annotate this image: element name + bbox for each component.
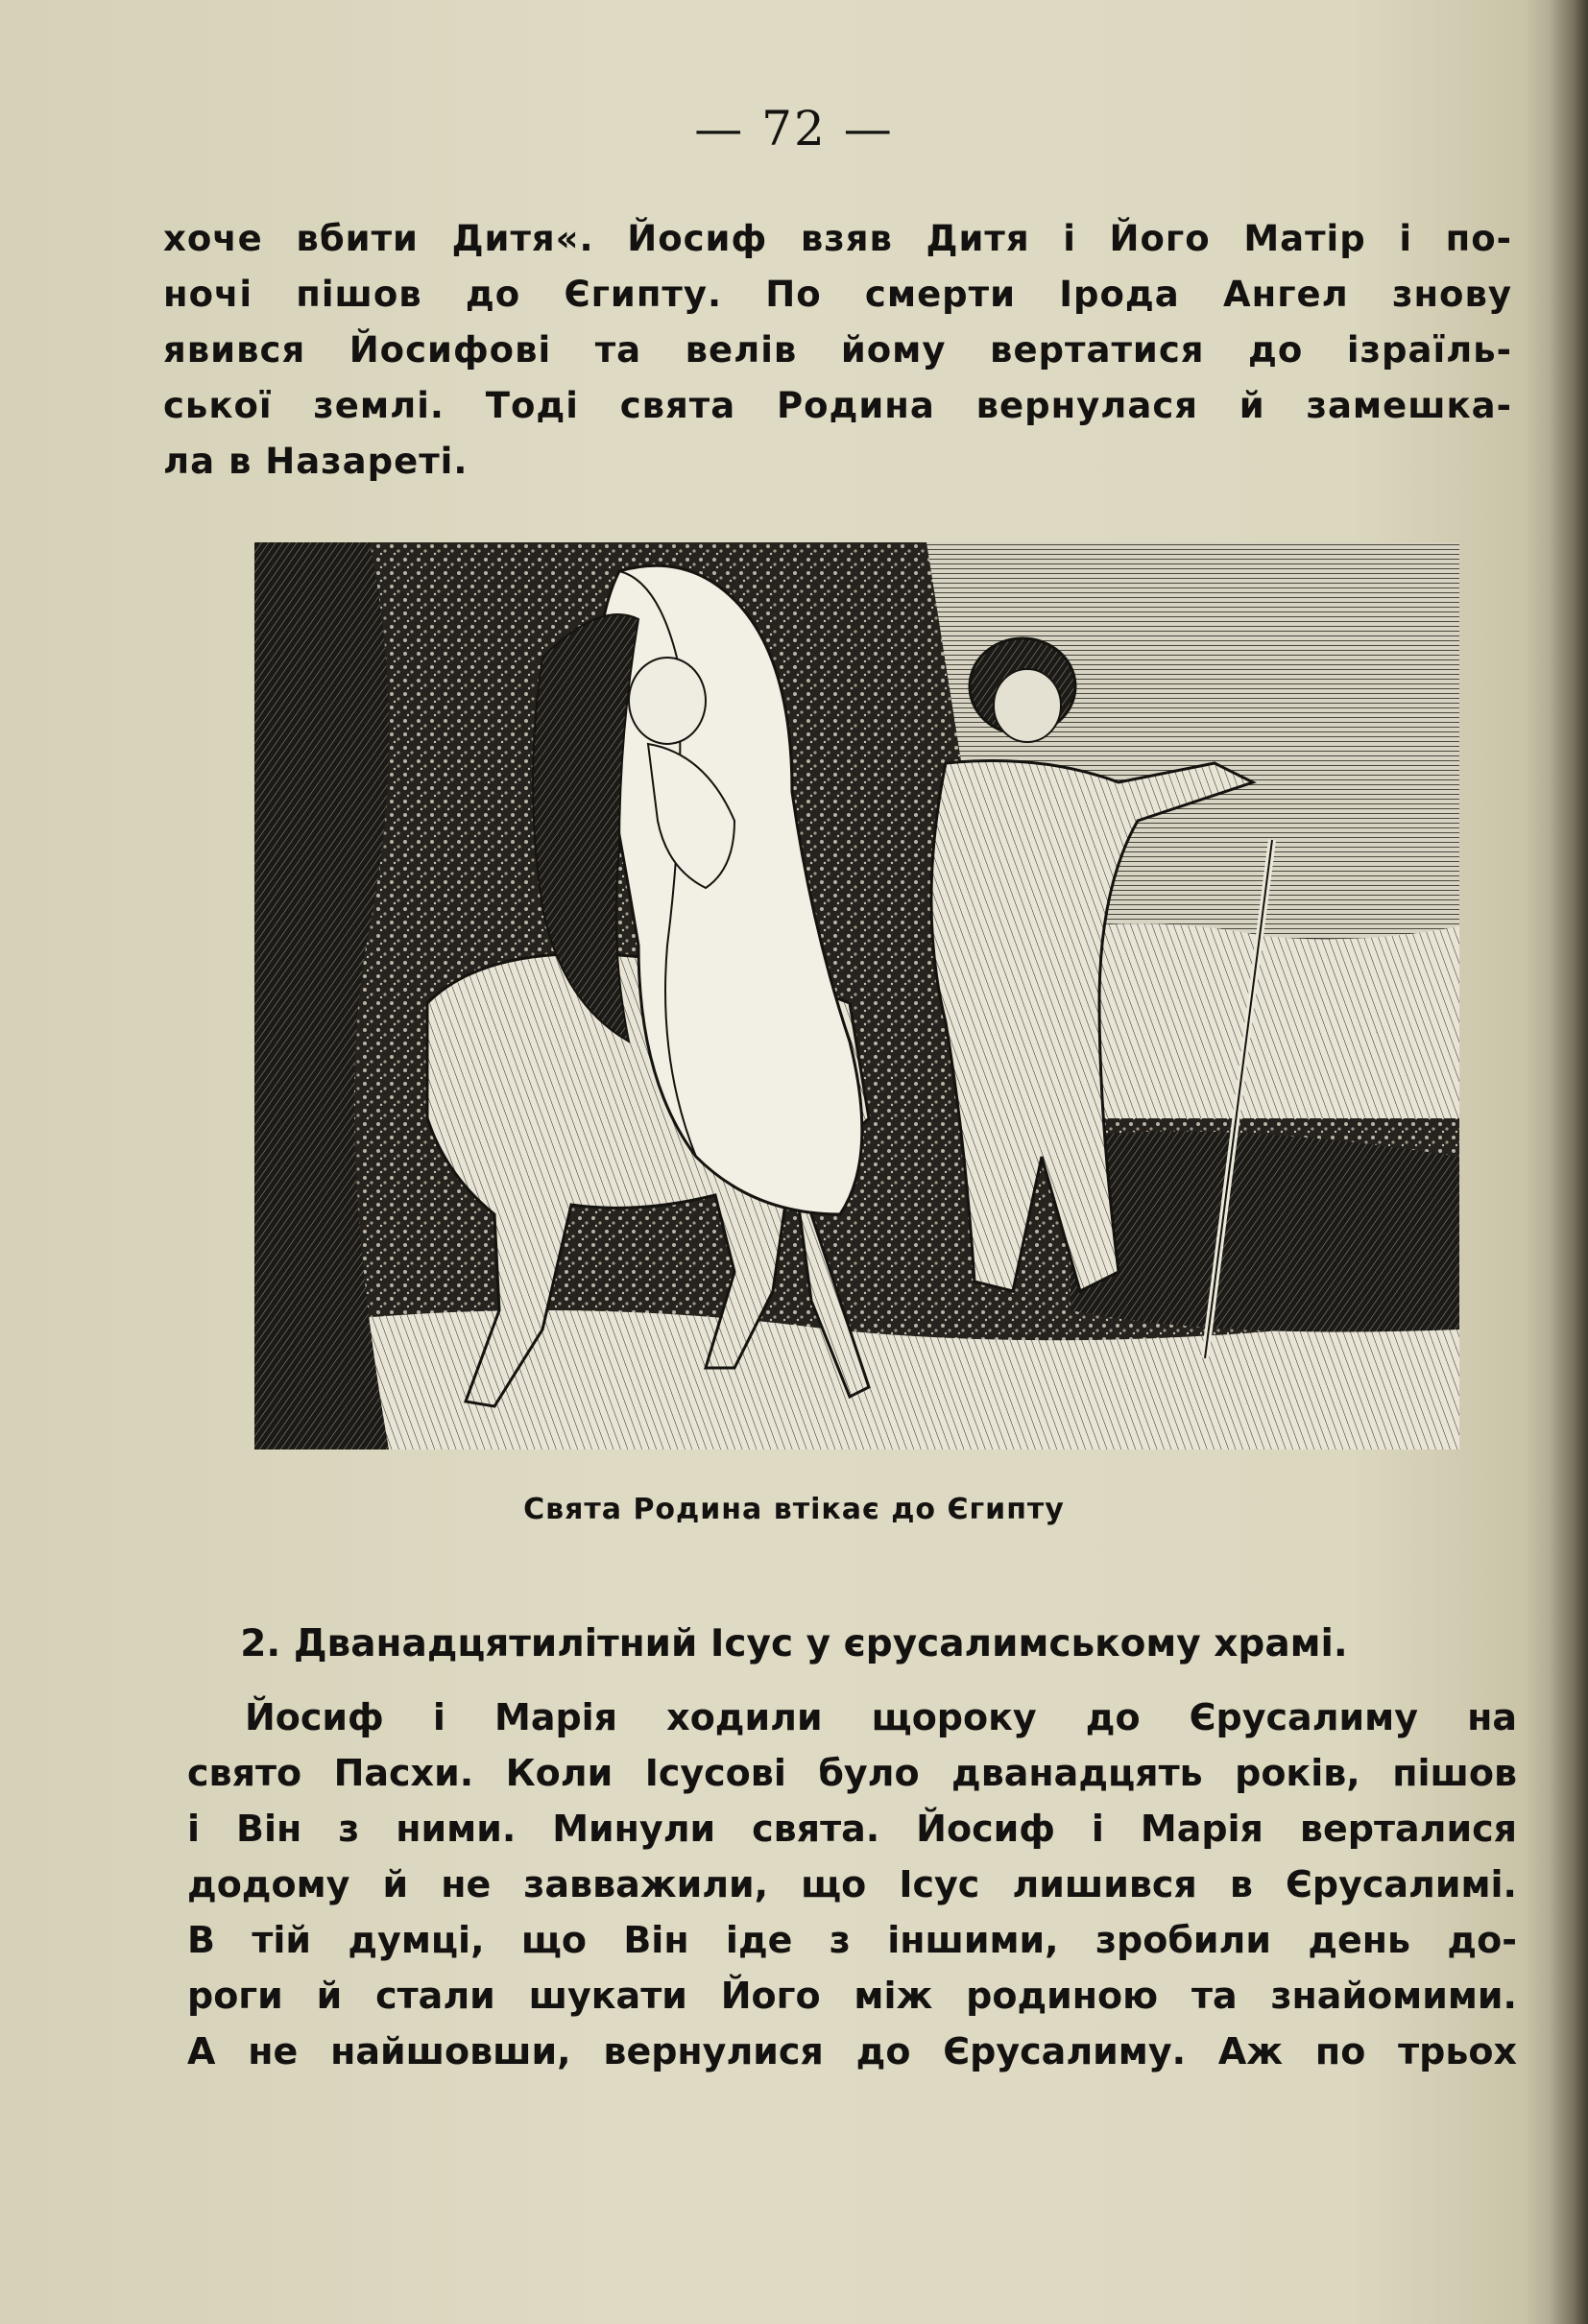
text-line: явився Йосифові та велів йому вертатися до ізраїль-: [163, 329, 1512, 371]
text-line: А не найшовши, вернулися до Єрусалиму. Аж по трьох: [187, 2030, 1517, 2072]
illustration-caption: Свята Родина втікає до Єгипту: [523, 1493, 1065, 1526]
text-line: ночі пішов до Єгипту. По смерти Ірода Ангел знову: [163, 274, 1512, 315]
paragraph-bottom: [187, 1689, 1517, 2079]
text-line: Йосиф і Марія ходили щороку до Єрусалиму на: [245, 1696, 1517, 1738]
text-line: хоче вбити Дитя«. Йосиф взяв Дитя і Його Матір і по-: [163, 218, 1512, 259]
engraving-illustration: [254, 542, 1459, 1450]
text-line: В тій думці, що Він іде з іншими, зробили день до-: [187, 1919, 1517, 1961]
text-line: додому й не завважили, що Ісус лишився в Єрусалимі.: [187, 1863, 1517, 1905]
paragraph-top: [163, 211, 1512, 490]
engraving-drawing: [254, 542, 1459, 1450]
text-line: і Він з ними. Минули свята. Йосиф і Марія верталися: [187, 1808, 1517, 1850]
section-heading: 2. Дванадцятилітний Ісус у єрусалимському храмі.: [240, 1622, 1348, 1665]
text-line: ла в Назареті.: [163, 441, 469, 482]
text-line: роги й стали шукати Його між родиною та знайомими.: [187, 1975, 1517, 2017]
text-line: ської землі. Тоді свята Родина вернулася й замешка-: [163, 385, 1512, 426]
page-number: — 72 —: [694, 101, 894, 156]
page-edge-shadow: [1550, 0, 1588, 2324]
text-line: свято Пасхи. Коли Ісусові було дванадцять років, пішов: [187, 1752, 1517, 1794]
